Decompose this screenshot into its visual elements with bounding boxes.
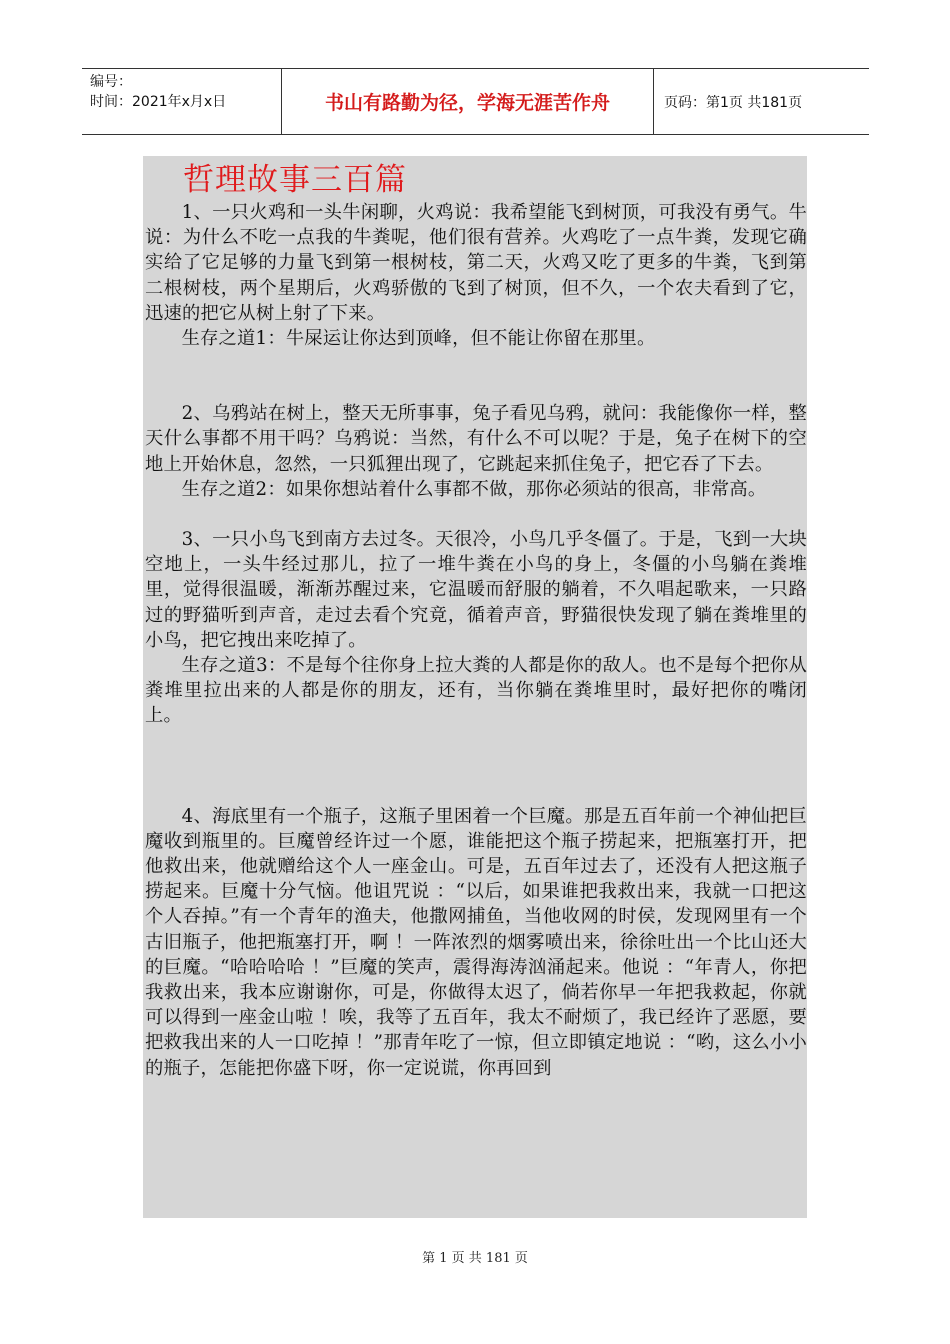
page-info: 页码：第1页 共181页 — [664, 94, 803, 111]
motto-text: 书山有路勤为径，学海无涯苦作舟 — [324, 92, 610, 114]
survival-rule: 生存之道2：如果你想站着什么事都不做，那你必须站的很高，非常高。 — [181, 478, 767, 500]
spacer — [143, 502, 807, 527]
header-table — [82, 68, 869, 135]
survival-rule: 生存之道1：牛屎运让你达到顶峰，但不能让你留在那里。 — [181, 328, 656, 350]
header-meta-cell — [82, 69, 282, 134]
spacer — [143, 351, 807, 401]
story-paragraph: 4、海底里有一个瓶子，这瓶子里困着一个巨魔。那是五百年前一个神仙把巨魔收到瓶里的。巨魔曾经许过一个愿，谁能把这个瓶子捞起来，把瓶塞打开，把他救出来，他就赠给这个人一座金山。可是，五百年过去了，还没有人把这瓶子捞起来。巨魔十分气恼。他诅咒说 ：“以后，如果谁把我救出来，我就一口把这个人吞掉。”有一个青年的渔夫，他撒网捕鱼，当他收网的时侯，发现网里有一个古旧瓶子，他把瓶塞打开，啊 ！一阵浓烈的烟雾喷出来，徐徐吐出一个比山还大的巨魔。“哈哈哈哈 ！”巨魔的笑声，震得海涛汹涌起来。他说 ：“年青人，你把我救出来，我本应谢谢你，可是，你做得太迟了，倘若你早一年把我救起，你就可以得到一座金山啦 ！唉，我等了五百年，我太不耐烦了，我已经许了恶愿，要把救我出来的人一口吃掉 ！”那青年吃了一惊，但立即镇定地说 ：“哟，这么小小的瓶子，怎能把你盛下呀，你一定说谎，你再回到 — [145, 805, 807, 1079]
spacer — [143, 729, 807, 804]
document-title: 哲理故事三百篇 — [183, 162, 407, 198]
story-paragraph: 3、一只小鸟飞到南方去过冬。天很冷，小鸟几乎冬僵了。于是，飞到一大块空地上，一头牛经过那儿，拉了一堆牛粪在小鸟的身上，冬僵的小鸟躺在粪堆里，觉得很温暖，渐渐苏醒过来，它温暖而舒服的躺着，不久唱起歌来，一只路过的野猫听到声音，走过去看个究竟，循着声音，野猫很快发现了躺在粪堆里的小鸟，把它拽出来吃掉了。 — [145, 529, 807, 651]
time-label: 时间：2021年x月x日 — [90, 94, 227, 110]
header-page-cell — [654, 69, 869, 134]
document-body — [143, 156, 807, 1218]
survival-rule: 生存之道3：不是每个往你身上拉大粪的人都是你的敌人。也不是每个把你从粪堆里拉出来的人都是你的朋友，还有，当你躺在粪堆里时，最好把你的嘴闭上。 — [145, 655, 807, 727]
page-footer: 第 1 页 共 181 页 — [422, 1251, 528, 1266]
story-paragraph: 2、乌鸦站在树上，整天无所事事，兔子看见乌鸦，就问：我能像你一样，整天什么事都不用干吗？乌鸦说：当然，有什么不可以呢？于是，兔子在树下的空地上开始休息，忽然，一只狐狸出现了，它跳起来抓住兔子，把它吞了下去。 — [145, 403, 807, 475]
story-paragraph: 1、一只火鸡和一头牛闲聊，火鸡说：我希望能飞到树顶，可我没有勇气。牛说：为什么不吃一点我的牛粪呢，他们很有营养。火鸡吃了一点牛粪，发现它确实给了它足够的力量飞到第一根树枝，第二天，火鸡又吃了更多的牛粪，飞到第二根树枝，两个星期后，火鸡骄傲的飞到了树顶，但不久，一个农夫看到了它，迅速的把它从树上射了下来。 — [145, 202, 807, 324]
number-label: 编号： — [90, 74, 132, 90]
header-motto-cell — [282, 69, 654, 134]
